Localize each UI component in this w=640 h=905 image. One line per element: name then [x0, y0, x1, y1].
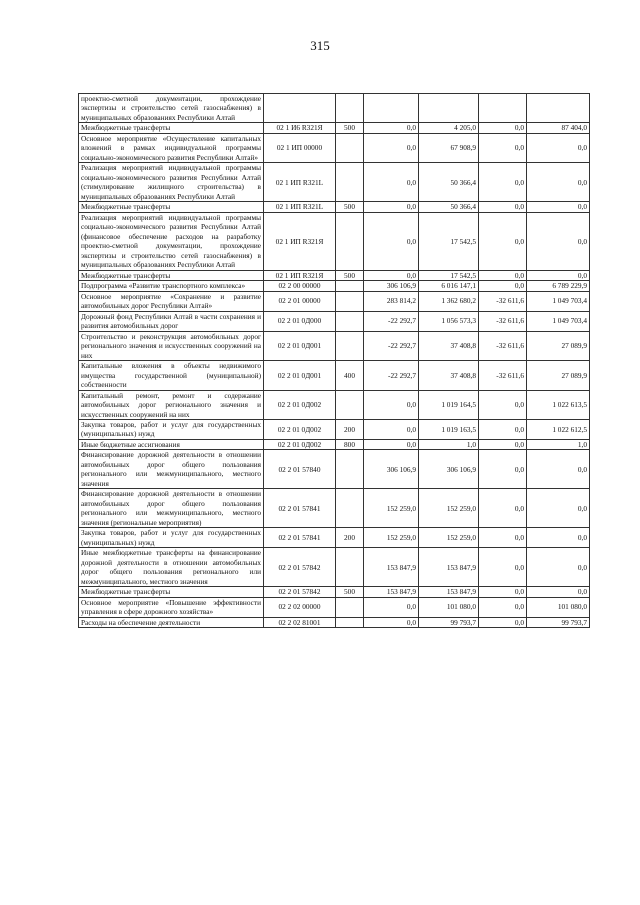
row-name: Основное мероприятие «Сохранение и развитие автомобильных дорог Республики Алтай» [79, 291, 264, 311]
target-article-code: 02 2 02 00000 [264, 597, 336, 617]
table-row [79, 133, 590, 162]
expense-type-code: 500 [336, 587, 364, 597]
expense-type-code [336, 281, 364, 291]
amount-total-1: 50 366,4 [419, 202, 479, 212]
table-row [79, 311, 590, 331]
amount-change-2: 0,0 [479, 281, 527, 291]
row-name: Межбюджетные трансферты [79, 123, 264, 133]
amount-total-2: 0,0 [527, 489, 590, 528]
expense-type-code: 500 [336, 123, 364, 133]
amount-change-2: -32 611,6 [479, 331, 527, 360]
amount-change-2: -32 611,6 [479, 291, 527, 311]
amount-total-2 [527, 94, 590, 123]
amount-total-2: 1 049 703,4 [527, 291, 590, 311]
table-row [79, 419, 590, 439]
amount-change-1: 0,0 [364, 163, 419, 202]
amount-change-1: 306 106,9 [364, 450, 419, 489]
amount-total-2: 87 404,0 [527, 123, 590, 133]
amount-total-1: 152 259,0 [419, 489, 479, 528]
amount-total-1: 153 847,9 [419, 587, 479, 597]
expense-type-code [336, 212, 364, 270]
amount-change-2: 0,0 [479, 202, 527, 212]
target-article-code: 02 2 01 0Д001 [264, 331, 336, 360]
amount-change-1: 153 847,9 [364, 548, 419, 587]
table-row [79, 439, 590, 449]
table-row [79, 281, 590, 291]
row-name: Межбюджетные трансферты [79, 202, 264, 212]
row-name: Капитальные вложения в объекты недвижимого имущества государственной (муниципальной) собственности [79, 361, 264, 390]
target-article-code: 02 2 01 0Д002 [264, 439, 336, 449]
row-name: Закупка товаров, работ и услуг для государственных (муниципальных) нужд [79, 419, 264, 439]
amount-change-2: 0,0 [479, 528, 527, 548]
expense-type-code [336, 548, 364, 587]
amount-total-1: 17 542,5 [419, 270, 479, 280]
target-article-code: 02 1 И6 R321Я [264, 123, 336, 133]
target-article-code: 02 2 01 0Д001 [264, 361, 336, 390]
target-article-code: 02 2 01 57842 [264, 587, 336, 597]
table-row [79, 548, 590, 587]
amount-change-1 [364, 94, 419, 123]
target-article-code: 02 1 ИП R321L [264, 202, 336, 212]
amount-change-1: 283 814,2 [364, 291, 419, 311]
amount-change-2: 0,0 [479, 163, 527, 202]
budget-table-body [79, 94, 590, 628]
amount-total-2: 0,0 [527, 163, 590, 202]
table-row [79, 212, 590, 270]
amount-total-1: 99 793,7 [419, 617, 479, 627]
amount-change-1: 153 847,9 [364, 587, 419, 597]
amount-total-2: 6 789 229,9 [527, 281, 590, 291]
amount-total-2: 0,0 [527, 133, 590, 162]
amount-total-2: 27 089,9 [527, 331, 590, 360]
amount-total-1: 1 362 680,2 [419, 291, 479, 311]
target-article-code: 02 1 ИП R321L [264, 163, 336, 202]
row-name: Межбюджетные трансферты [79, 587, 264, 597]
amount-change-1: 152 259,0 [364, 528, 419, 548]
table-row [79, 163, 590, 202]
row-name: Межбюджетные трансферты [79, 270, 264, 280]
row-name: Реализация мероприятий индивидуальной программы социально-экономического развития Республики Алтай (стимулирование жилищного строительства) в муниципальных образованиях Республики Алтай [79, 163, 264, 202]
row-name: Расходы на обеспечение деятельности [79, 617, 264, 627]
table-row [79, 587, 590, 597]
target-article-code: 02 2 01 0Д002 [264, 419, 336, 439]
row-name: Финансирование дорожной деятельности в отношении автомобильных дорог общего пользования регионального или межмуниципального, местного значения [79, 450, 264, 489]
amount-total-2: 1 022 613,5 [527, 390, 590, 419]
expense-type-code [336, 331, 364, 360]
expense-type-code [336, 94, 364, 123]
amount-total-1: 1 056 573,3 [419, 311, 479, 331]
table-row [79, 597, 590, 617]
table-row [79, 123, 590, 133]
amount-change-2: 0,0 [479, 419, 527, 439]
row-name: Подпрограмма «Развитие транспортного комплекса» [79, 281, 264, 291]
amount-total-2: 27 089,9 [527, 361, 590, 390]
amount-change-1: 0,0 [364, 439, 419, 449]
amount-total-2: 1 022 612,5 [527, 419, 590, 439]
amount-total-1: 153 847,9 [419, 548, 479, 587]
target-article-code: 02 2 02 81001 [264, 617, 336, 627]
row-name: проектно-сметной документации, прохождение экспертизы и строительство сетей газоснабжения) в муниципальных образованиях Республики Алтай [79, 94, 264, 123]
budget-table [78, 93, 590, 628]
amount-change-1: 0,0 [364, 123, 419, 133]
amount-change-1: 0,0 [364, 597, 419, 617]
row-name: Дорожный фонд Республики Алтай в части сохранения и развития автомобильных дорог [79, 311, 264, 331]
amount-change-2: 0,0 [479, 133, 527, 162]
row-name: Финансирование дорожной деятельности в отношении автомобильных дорог общего пользования регионального или межмуниципального, местного значения (региональные мероприятия) [79, 489, 264, 528]
amount-change-1: 0,0 [364, 212, 419, 270]
table-row [79, 291, 590, 311]
amount-total-2: 0,0 [527, 528, 590, 548]
amount-change-2 [479, 94, 527, 123]
amount-total-1 [419, 94, 479, 123]
amount-change-2: 0,0 [479, 597, 527, 617]
amount-total-1: 1 019 164,5 [419, 390, 479, 419]
amount-total-1: 1 019 163,5 [419, 419, 479, 439]
amount-total-2: 0,0 [527, 450, 590, 489]
amount-total-2: 1 049 703,4 [527, 311, 590, 331]
table-row [79, 489, 590, 528]
table-row [79, 528, 590, 548]
amount-change-1: 0,0 [364, 133, 419, 162]
amount-total-1: 4 205,0 [419, 123, 479, 133]
expense-type-code [336, 390, 364, 419]
target-article-code: 02 2 01 57841 [264, 489, 336, 528]
expense-type-code: 200 [336, 419, 364, 439]
amount-total-1: 6 016 147,1 [419, 281, 479, 291]
amount-change-1: -22 292,7 [364, 331, 419, 360]
amount-total-2: 0,0 [527, 587, 590, 597]
amount-change-2: 0,0 [479, 587, 527, 597]
expense-type-code [336, 597, 364, 617]
amount-change-1: 0,0 [364, 617, 419, 627]
row-name: Строительство и реконструкция автомобильных дорог регионального значения и искусственных сооружений на них [79, 331, 264, 360]
expense-type-code: 800 [336, 439, 364, 449]
amount-change-2: 0,0 [479, 390, 527, 419]
target-article-code: 02 1 ИП R321Я [264, 270, 336, 280]
amount-total-1: 306 106,9 [419, 450, 479, 489]
row-name: Основное мероприятие «Осуществление капитальных вложений в рамках индивидуальной программы социально-экономического развития Республики Алтай» [79, 133, 264, 162]
amount-total-2: 101 080,0 [527, 597, 590, 617]
amount-change-1: 306 106,9 [364, 281, 419, 291]
amount-total-2: 0,0 [527, 270, 590, 280]
expense-type-code: 500 [336, 270, 364, 280]
amount-total-2: 1,0 [527, 439, 590, 449]
amount-change-2: 0,0 [479, 439, 527, 449]
row-name: Реализация мероприятий индивидуальной программы социально-экономического развития Республики Алтай (финансовое обеспечение расходов на разработку проектно-сметной документации, прохождение экспертизы и строительство сетей газоснабжения) в муниципальных образованиях Республики Алтай [79, 212, 264, 270]
amount-total-1: 1,0 [419, 439, 479, 449]
amount-change-2: 0,0 [479, 548, 527, 587]
table-row [79, 202, 590, 212]
amount-total-2: 0,0 [527, 212, 590, 270]
target-article-code: 02 2 00 00000 [264, 281, 336, 291]
amount-change-1: -22 292,7 [364, 361, 419, 390]
amount-change-2: 0,0 [479, 617, 527, 627]
amount-change-1: 0,0 [364, 390, 419, 419]
amount-change-2: 0,0 [479, 450, 527, 489]
amount-total-1: 37 408,8 [419, 361, 479, 390]
amount-total-2: 0,0 [527, 202, 590, 212]
target-article-code: 02 1 ИП R321Я [264, 212, 336, 270]
table-row [79, 331, 590, 360]
amount-change-2: 0,0 [479, 270, 527, 280]
table-row [79, 390, 590, 419]
amount-total-1: 67 908,9 [419, 133, 479, 162]
expense-type-code [336, 450, 364, 489]
target-article-code: 02 2 01 0Д000 [264, 311, 336, 331]
amount-change-1: 0,0 [364, 202, 419, 212]
amount-change-2: -32 611,6 [479, 361, 527, 390]
amount-total-2: 0,0 [527, 548, 590, 587]
expense-type-code: 200 [336, 528, 364, 548]
expense-type-code [336, 311, 364, 331]
table-row [79, 94, 590, 123]
expense-type-code: 400 [336, 361, 364, 390]
amount-total-1: 37 408,8 [419, 331, 479, 360]
amount-change-1: 0,0 [364, 270, 419, 280]
expense-type-code [336, 617, 364, 627]
target-article-code: 02 2 01 57841 [264, 528, 336, 548]
expense-type-code [336, 133, 364, 162]
table-row [79, 450, 590, 489]
row-name: Иные бюджетные ассигнования [79, 439, 264, 449]
page-number: 315 [310, 38, 330, 53]
expense-type-code [336, 163, 364, 202]
row-name: Иные межбюджетные трансферты на финансирование дорожной деятельности в отношении автомобильных дорог общего пользования регионального или межмуниципального, местного значения [79, 548, 264, 587]
table-row [79, 617, 590, 627]
target-article-code: 02 2 01 0Д002 [264, 390, 336, 419]
target-article-code: 02 2 01 57842 [264, 548, 336, 587]
amount-change-2: -32 611,6 [479, 311, 527, 331]
target-article-code: 02 2 01 57840 [264, 450, 336, 489]
amount-change-2: 0,0 [479, 212, 527, 270]
target-article-code: 02 2 01 00000 [264, 291, 336, 311]
expense-type-code [336, 291, 364, 311]
amount-change-1: 152 259,0 [364, 489, 419, 528]
target-article-code: 02 1 ИП 00000 [264, 133, 336, 162]
table-row [79, 361, 590, 390]
amount-total-1: 50 366,4 [419, 163, 479, 202]
amount-change-1: 0,0 [364, 419, 419, 439]
row-name: Закупка товаров, работ и услуг для государственных (муниципальных) нужд [79, 528, 264, 548]
table-row [79, 270, 590, 280]
amount-total-2: 99 793,7 [527, 617, 590, 627]
amount-change-2: 0,0 [479, 489, 527, 528]
amount-total-1: 101 080,0 [419, 597, 479, 617]
amount-change-1: -22 292,7 [364, 311, 419, 331]
amount-change-2: 0,0 [479, 123, 527, 133]
amount-total-1: 152 259,0 [419, 528, 479, 548]
row-name: Капитальный ремонт, ремонт и содержание автомобильных дорог регионального значения и искусственных сооружений на них [79, 390, 264, 419]
expense-type-code: 500 [336, 202, 364, 212]
row-name: Основное мероприятие «Повышение эффективности управления в сфере дорожного хозяйства» [79, 597, 264, 617]
expense-type-code [336, 489, 364, 528]
target-article-code [264, 94, 336, 123]
amount-total-1: 17 542,5 [419, 212, 479, 270]
